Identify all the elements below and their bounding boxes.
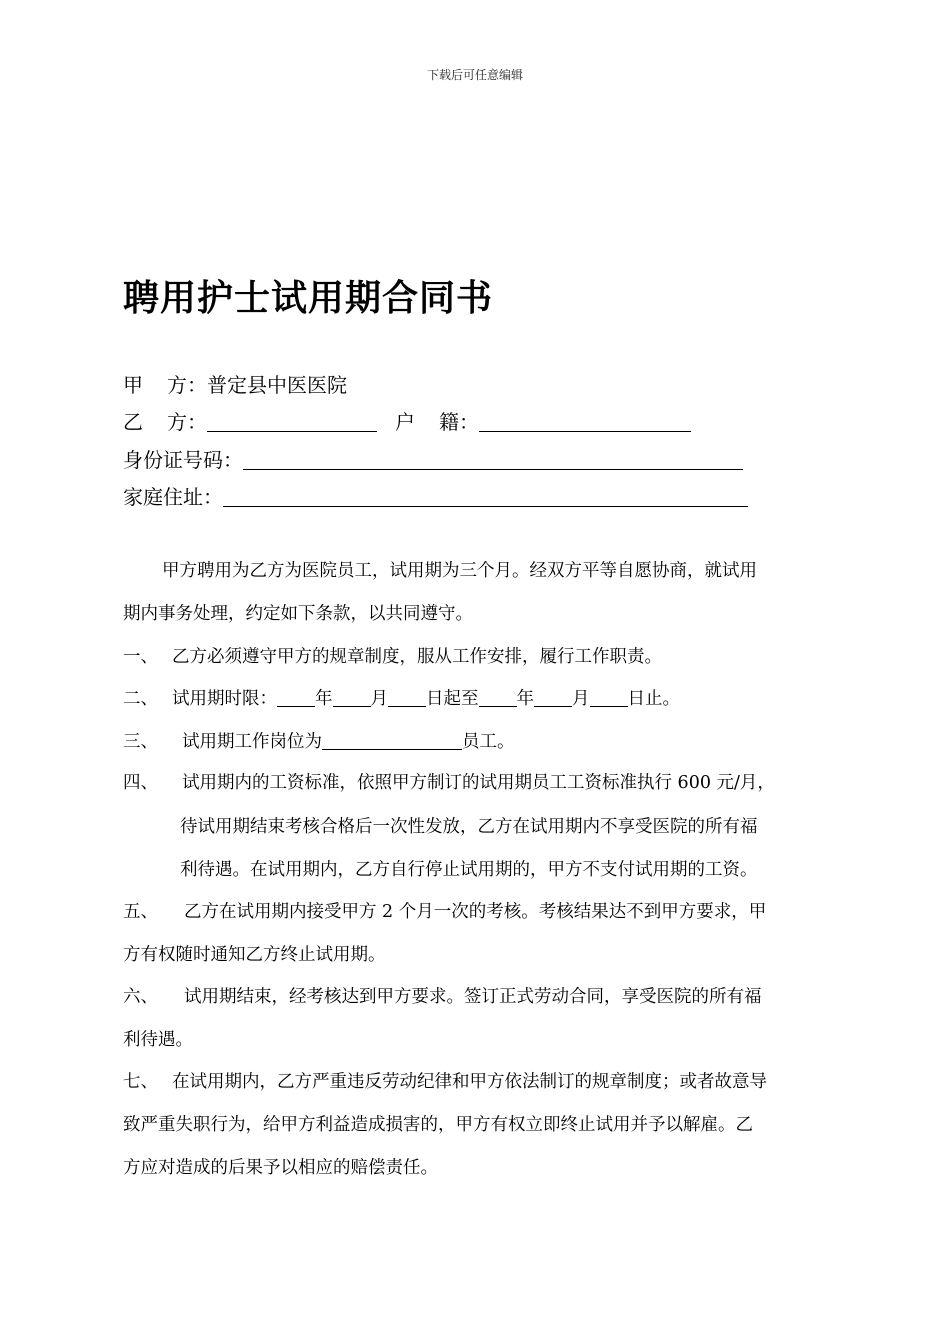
- clause-7-number: 七、: [123, 1072, 158, 1092]
- clause-2-number: 二、: [123, 689, 158, 709]
- end-day-label: 日止。: [627, 689, 680, 709]
- party-yi-label-2: 方：: [167, 410, 207, 434]
- clause-5-number: 五、: [123, 902, 158, 922]
- clause-6-number: 六、: [123, 987, 158, 1007]
- address-label: 家庭住址：: [123, 485, 223, 509]
- start-day-label: 日起至: [426, 689, 479, 709]
- document-title: 聘用护士试用期合同书: [123, 278, 494, 319]
- clause-5-text-1: 乙方在试用期内接受甲方 2 个月一次的考核。考核结果达不到甲方要求，甲: [184, 902, 767, 922]
- party-jia-label-2: 方：: [167, 373, 207, 397]
- clause-7-text-1: 在试用期内，乙方严重违反劳动纪律和甲方依法制订的规章制度；或者故意导: [172, 1072, 767, 1092]
- start-month-blank[interactable]: [333, 688, 371, 707]
- clause-4-text-1: 试用期内的工资标准，依照甲方制订的试用期员工工资标准执行 600 元/月，: [182, 773, 775, 793]
- huji-blank[interactable]: [479, 411, 691, 432]
- end-year-label: 年: [516, 689, 534, 709]
- clause-4-line-2: 待试用期结束考核合格后一次性发放，乙方在试用期内不享受医院的所有福: [180, 817, 758, 837]
- clause-2: [123, 686, 680, 712]
- page-header-note: 下载后可任意编辑: [426, 68, 523, 82]
- clause-3-suffix: 员工。: [462, 732, 515, 752]
- clause-3-number: 三、: [123, 732, 158, 752]
- clause-6-line-2: 利待遇。: [123, 1030, 193, 1050]
- clause-4-line-3: 利待遇。在试用期内，乙方自行停止试用期的，甲方不支付试用期的工资。: [180, 860, 758, 880]
- address-blank[interactable]: [223, 486, 748, 507]
- party-jia-row: [123, 371, 347, 399]
- huji-label-2: 籍：: [439, 410, 479, 434]
- clause-7-line-1: [123, 1069, 767, 1095]
- clause-1-text: 乙方必须遵守甲方的规章制度，服从工作安排，履行工作职责。: [172, 647, 662, 667]
- clause-1: [123, 644, 662, 670]
- end-month-label: 月: [572, 689, 590, 709]
- id-number-label: 身份证号码：: [123, 448, 243, 472]
- start-month-label: 月: [370, 689, 388, 709]
- clause-6-line-1: [123, 984, 762, 1010]
- huji-label-1: 户: [395, 410, 415, 434]
- clause-5-line-2: 方有权随时通知乙方终止试用期。: [123, 945, 386, 965]
- clause-3: [123, 729, 515, 755]
- id-number-blank[interactable]: [243, 449, 743, 470]
- clause-7-line-3: 方应对造成的后果予以相应的赔偿责任。: [123, 1158, 438, 1178]
- clause-2-label: 试用期时限：: [172, 689, 277, 709]
- party-jia-label-1: 甲: [123, 373, 143, 397]
- clause-4-number: 四、: [123, 773, 158, 793]
- position-blank[interactable]: [322, 731, 462, 750]
- end-year-blank[interactable]: [479, 688, 517, 707]
- intro-line-1: 甲方聘用为乙方为医院员工，试用期为三个月。经双方平等自愿协商，就试用: [162, 561, 757, 581]
- start-year-blank[interactable]: [277, 688, 315, 707]
- intro-line-2: 期内事务处理，约定如下条款，以共同遵守。: [123, 604, 473, 624]
- party-jia-value: 普定县中医医院: [207, 373, 347, 397]
- start-day-blank[interactable]: [388, 688, 426, 707]
- clause-1-number: 一、: [123, 647, 158, 667]
- party-yi-blank[interactable]: [207, 411, 377, 432]
- end-day-blank[interactable]: [590, 688, 628, 707]
- start-year-label: 年: [315, 689, 333, 709]
- clause-3-label: 试用期工作岗位为: [182, 732, 322, 752]
- party-yi-label-1: 乙: [123, 410, 143, 434]
- party-yi-row: [123, 408, 691, 436]
- clause-7-line-2: 致严重失职行为，给甲方利益造成损害的，甲方有权立即终止试用并予以解雇。乙: [123, 1115, 753, 1135]
- clause-5-line-1: [123, 899, 766, 925]
- clause-4-line-1: [123, 770, 775, 796]
- id-number-row: [123, 446, 743, 474]
- clause-6-text-1: 试用期结束，经考核达到甲方要求。签订正式劳动合同，享受医院的所有福: [184, 987, 762, 1007]
- end-month-blank[interactable]: [534, 688, 572, 707]
- address-row: [123, 483, 748, 511]
